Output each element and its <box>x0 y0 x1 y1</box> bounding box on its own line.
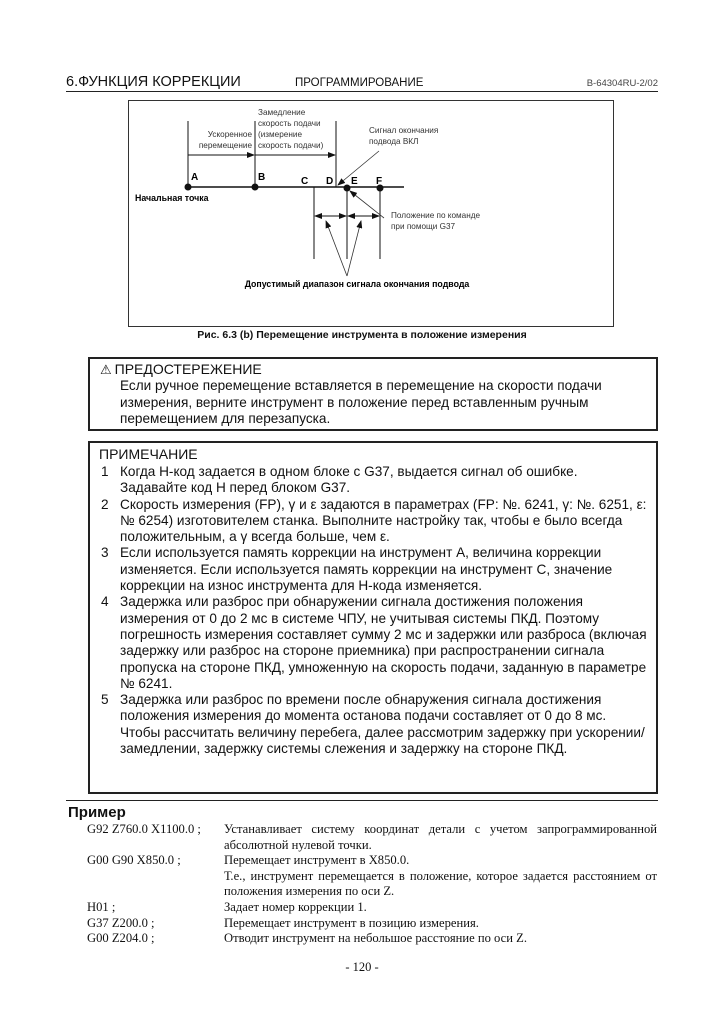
decel-label-3: (измерение <box>258 130 302 139</box>
example-description: Т.е., инструмент перемещается в положение, которое задается расстоянием от положения измерения по оси Z. <box>224 868 657 899</box>
example-description: Перемещает инструмент в X850.0. <box>224 853 410 868</box>
note-item-number: 4 <box>101 594 109 610</box>
example-row <box>87 869 657 900</box>
note-item-number: 1 <box>101 464 109 479</box>
note-item-number: 2 <box>101 496 109 512</box>
note-box <box>88 441 658 794</box>
pointer-commanded <box>350 191 384 218</box>
warning-triangle-icon: ⚠ <box>100 362 112 377</box>
commanded-label-2: при помощи G37 <box>391 222 456 231</box>
example-row <box>87 931 657 947</box>
figure-caption: Рис. 6.3 (b) Перемещение инструмента в положение измерения <box>197 329 527 341</box>
signal-label-2: подвода ВКЛ <box>369 137 419 146</box>
note-item <box>98 464 648 497</box>
example-row <box>87 853 657 869</box>
pointer-signal <box>338 151 379 185</box>
figure-diagram <box>128 100 614 327</box>
point-a <box>185 184 192 191</box>
example-program <box>87 822 657 947</box>
label-c: C <box>301 176 309 187</box>
section-divider <box>66 800 658 801</box>
chapter-title: 6.ФУНКЦИЯ КОРРЕКЦИИ <box>66 74 241 90</box>
note-list <box>98 464 648 757</box>
pointer-range-2 <box>347 221 361 276</box>
document-code: B-64304RU-2/02 <box>586 78 658 89</box>
note-item-number: 5 <box>101 692 109 708</box>
caution-box <box>88 357 658 431</box>
example-code: G92 Z760.0 X1100.0 ; <box>87 822 201 836</box>
example-row <box>87 900 657 916</box>
note-item <box>98 594 648 692</box>
label-e: E <box>351 176 358 187</box>
rapid-label-2: перемещение <box>198 141 252 150</box>
section-title: ПРОГРАММИРОВАНИЕ <box>295 77 424 89</box>
example-description: Отводит инструмент на небольшое расстояние по оси Z. <box>224 931 527 946</box>
page-header <box>66 74 658 92</box>
label-b: B <box>258 172 266 183</box>
note-item-text: Задержка или разброс по времени после обнаружения сигнала достижения положения измерения до момента останова подачи составляет от 0 до 8 мс. Чтобы рассчитать величину перебега, далее рассмотрим задержку при ускорении/замедлении, задержку системы слежения и задержку на стороне ПКД. <box>120 692 645 757</box>
decel-label-2: скорость подачи <box>258 119 321 128</box>
example-code: G00 Z204.0 ; <box>87 931 155 946</box>
example-row <box>87 916 657 932</box>
note-item-text: Когда H-код задается в одном блоке с G37, выдается сигнал об ошибке. Задавайте код H перед блоком G37. <box>120 464 578 496</box>
decel-label-1: Замедление <box>258 108 306 117</box>
start-point-label: Начальная точка <box>135 193 209 203</box>
signal-label-1: Сигнал окончания <box>369 126 439 135</box>
caution-title: ПРЕДОСТЕРЕЖЕНИЕ <box>114 361 262 377</box>
note-title: ПРИМЕЧАНИЕ <box>99 446 198 462</box>
pointer-range-1 <box>326 221 347 276</box>
label-a: A <box>191 172 199 183</box>
decel-label-4: скорость подачи) <box>258 141 324 150</box>
label-d: D <box>326 176 334 187</box>
example-code: G37 Z200.0 ; <box>87 915 155 930</box>
label-f: F <box>376 176 383 187</box>
allowed-range-label: Допустимый диапазон сигнала окончания подвода <box>244 279 470 289</box>
note-item-text: Задержка или разброс при обнаружении сигнала достижения положения измерения от 0 до 2 мс в системе ЧПУ, не учитывая системы ПКД. Поэтому погрешность измерения составляет сумму 2 мс и задержки или разброса (включая задержку или разброс на стороне приемника) при распространении сигнала пропуска на стороне ПКД, умноженную на скорость подачи, заданную в параметре № 6241. <box>120 594 647 691</box>
example-code: G00 G90 X850.0 ; <box>87 853 181 868</box>
note-item <box>98 692 648 757</box>
commanded-label-1: Положение по команде <box>391 211 481 220</box>
note-item <box>98 497 648 546</box>
page-number: - 120 - <box>345 960 379 974</box>
note-item-text: Скорость измерения (FP), γ и ε задаются в параметрах (FP: №. 6241, γ: №. 6251, ε: № 6254) изготовителем станка. Выполните настройку так, чтобы e было всегда положительным, а γ всегда больше, чем ε. <box>120 496 647 545</box>
note-item-number: 3 <box>101 545 109 561</box>
point-e <box>344 185 351 192</box>
note-item-text: Если используется память коррекции на инструмент A, величина коррекции изменяется. Если используется память коррекции на инструмент C, значение коррекции на износ инструмента для H-кода изменяется. <box>120 545 613 594</box>
example-title: Пример <box>68 804 126 821</box>
movement-diagram <box>129 101 613 326</box>
example-code: H01 ; <box>87 899 116 914</box>
example-description: Перемещает инструмент в позицию измерения. <box>224 915 479 930</box>
example-description: Задает номер коррекции 1. <box>224 899 367 914</box>
point-b <box>252 184 259 191</box>
note-item <box>98 545 648 594</box>
example-description: Устанавливает систему координат детали с учетом запрограммированной абсолютной нулевой точки. <box>224 822 657 852</box>
rapid-label-1: Ускоренное <box>207 130 252 139</box>
caution-text: Если ручное перемещение вставляется в перемещение на скорости подачи измерения, верните инструмент в положение перед вставленным ручным перемещением для перезапуска. <box>120 378 602 426</box>
example-row <box>87 822 657 853</box>
